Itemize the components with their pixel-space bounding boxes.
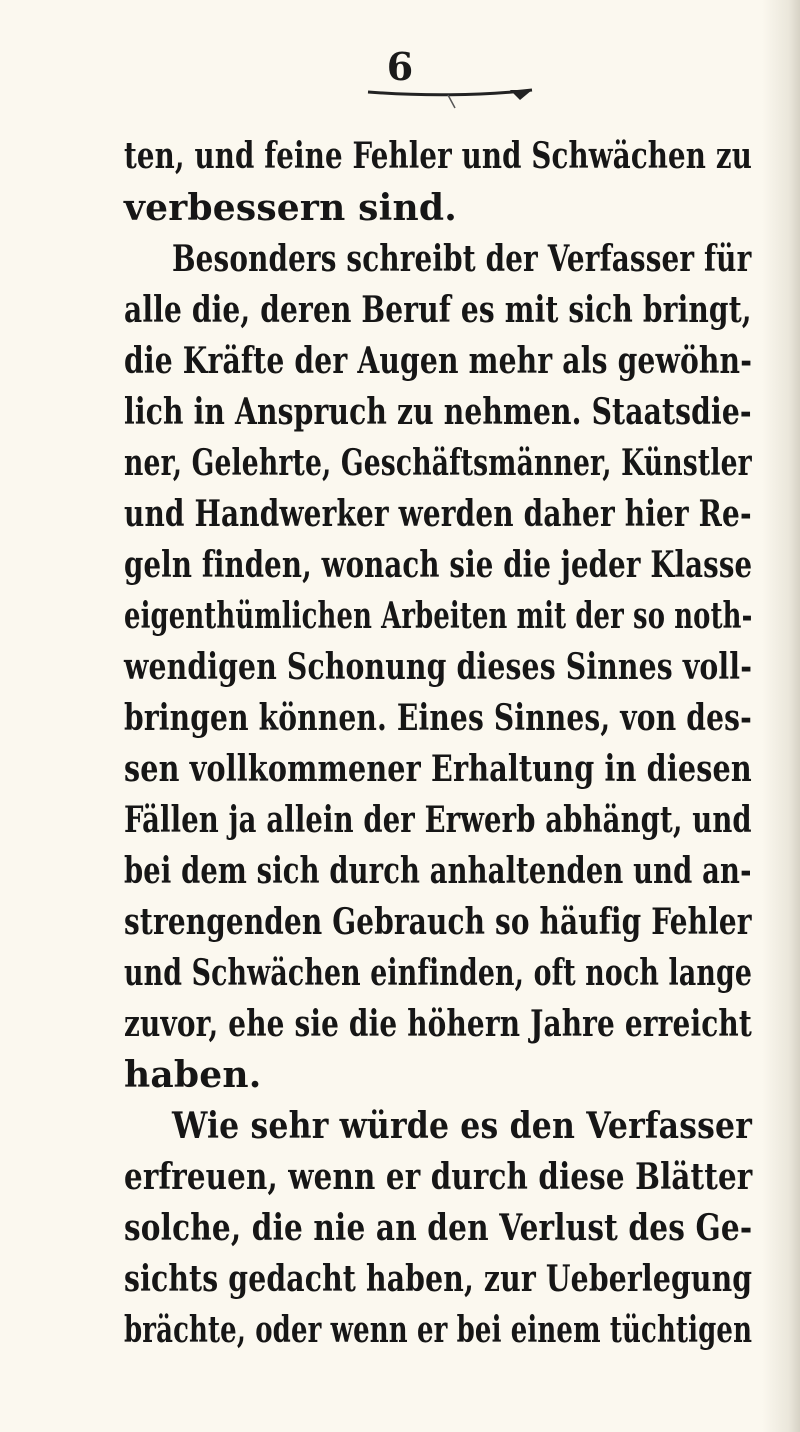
text-line: erfreuen, wenn er durch diese Blätter (124, 1156, 753, 1198)
text-line: wendigen Schonung dieses Sinnes voll- (124, 646, 753, 688)
page-number: 6 (386, 44, 414, 89)
text-line: geln finden, wonach sie die jeder Klasse (124, 544, 753, 586)
text-line: bringen können. Eines Sinnes, von des- (124, 697, 752, 739)
text-line: strengenden Gebrauch so häufig Fehler (124, 901, 752, 943)
text-line: und Handwerker werden daher hier Re- (124, 493, 752, 535)
text-line: ner, Gelehrte, Geschäftsmänner, Künstler (124, 442, 752, 484)
text-line: verbessern sind. (124, 187, 458, 229)
text-line: lich in Anspruch zu nehmen. Staatsdie- (124, 391, 752, 433)
text-line: zuvor, ehe sie die höhern Jahre erreicht (124, 1003, 752, 1045)
text-line: bei dem sich durch anhaltenden und an- (124, 850, 752, 892)
text-line: sen vollkommener Erhaltung in diesen (124, 748, 752, 790)
text-line: Wie sehr würde es den Verfasser (172, 1105, 753, 1147)
text-line: sichts gedacht haben, zur Ueberlegung (124, 1258, 753, 1300)
text-line: alle die, deren Beruf es mit sich bringt, (124, 289, 752, 331)
text-line: haben. (124, 1054, 262, 1096)
text-line: eigenthümlichen Arbeiten mit der so noth- (124, 595, 753, 637)
text-line: ten, und feine Fehler und Schwächen zu (124, 135, 752, 177)
text-line: Fällen ja allein der Erwerb abhängt, und (124, 799, 752, 841)
text-line: die Kräfte der Augen mehr als gewöhn- (124, 340, 753, 382)
text-line: brächte, oder wenn er bei einem tüchtigen (124, 1309, 753, 1351)
text-line: solche, die nie an den Verlust des Ge- (124, 1207, 753, 1249)
text-line: Besonders schreibt der Verfasser für (172, 238, 752, 280)
text-line: und Schwächen einfinden, oft noch lange (124, 952, 753, 994)
